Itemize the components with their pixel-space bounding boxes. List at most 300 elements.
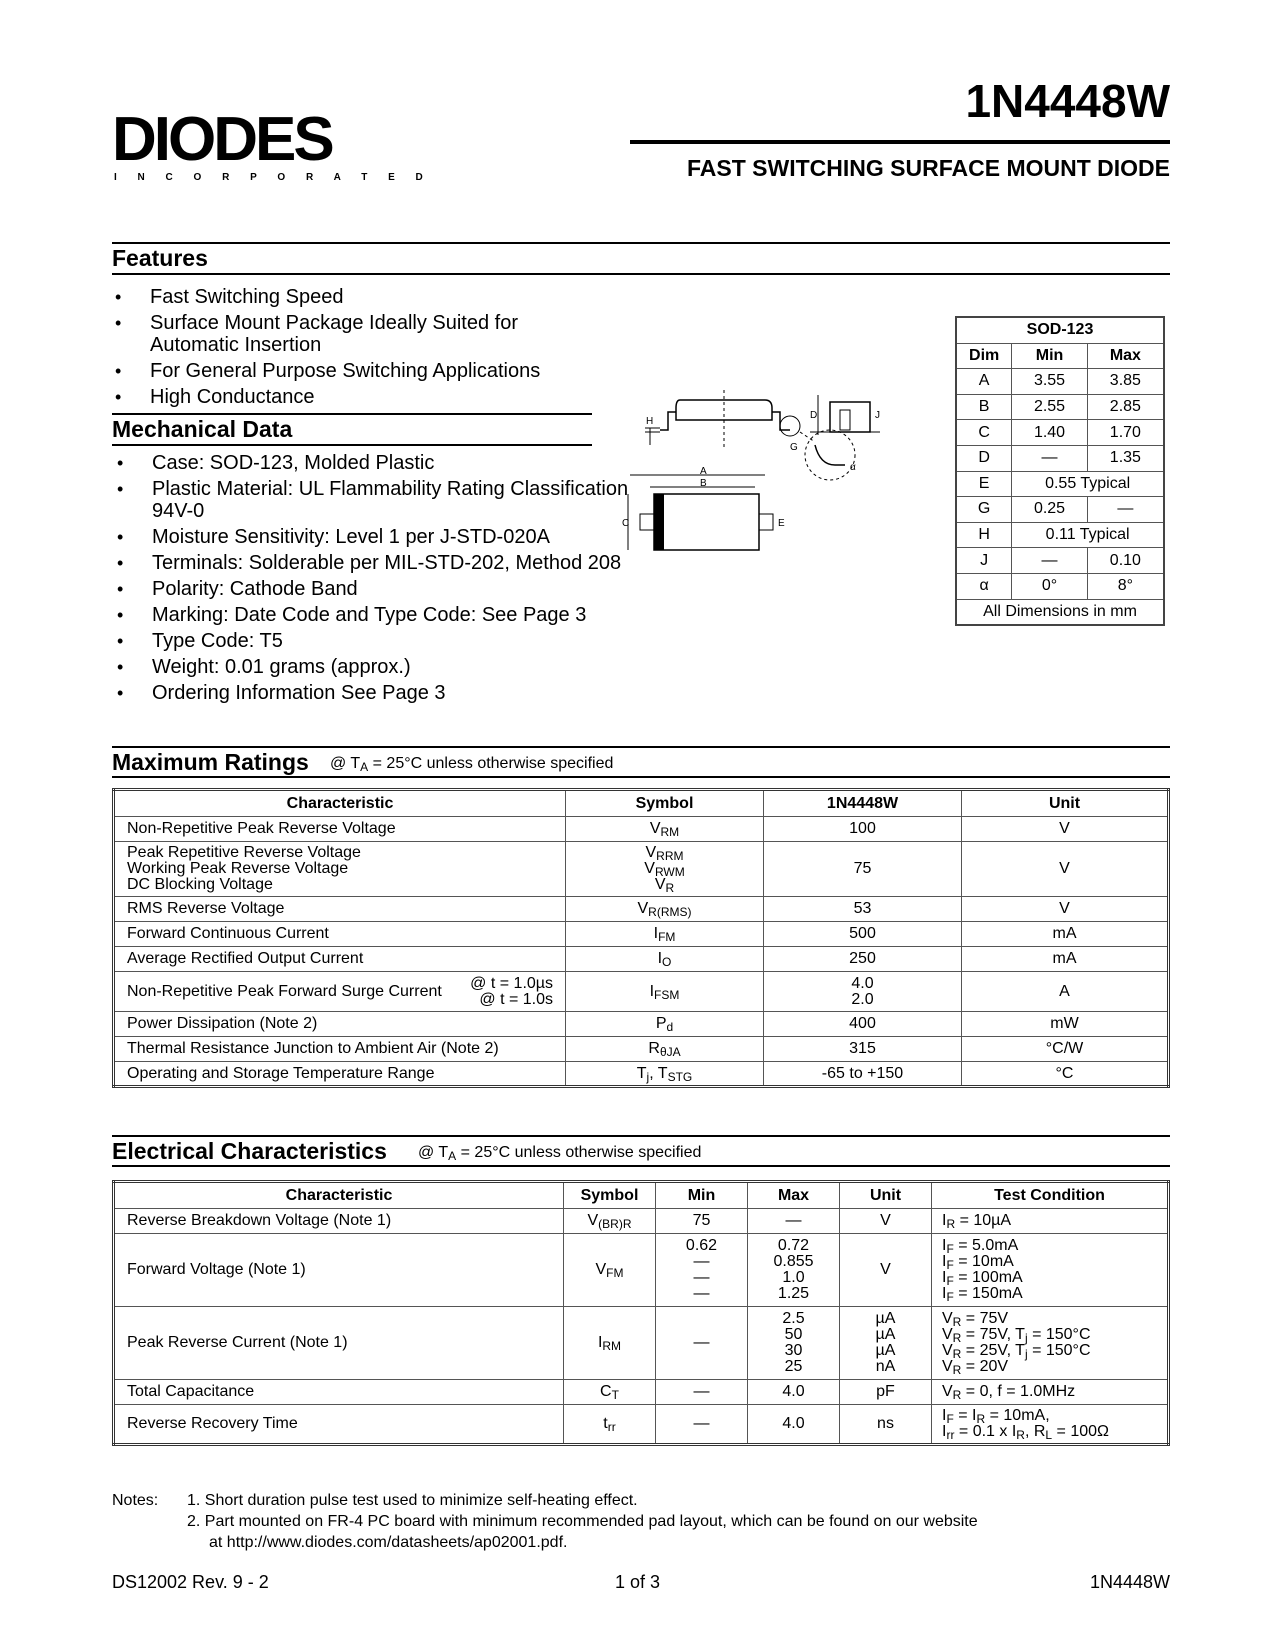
part-number-title: 1N4448W (965, 75, 1170, 127)
symbol-cell (566, 1037, 764, 1062)
value-cell (764, 842, 962, 897)
condition-text: = 100Ω (1052, 1423, 1109, 1440)
dim-row (956, 369, 1164, 395)
max-ratings-header (112, 746, 1170, 778)
dim-row (956, 471, 1164, 497)
unit-cell: V (962, 842, 1169, 897)
condition-sub: R (952, 1315, 962, 1329)
value-cell (764, 817, 962, 842)
symbol-sub: STG (667, 1069, 693, 1084)
condition-param: I (942, 1423, 947, 1440)
characteristic-cell: Reverse Recovery Time (114, 1405, 564, 1445)
max-line: 4.0 (782, 1383, 805, 1400)
symbol-line (566, 1016, 763, 1032)
max-cell (748, 1380, 840, 1405)
symbol-cell (564, 1234, 656, 1307)
condition-param: I (942, 1269, 947, 1286)
unit-line: pF (876, 1383, 895, 1400)
condition-text: = I (953, 1407, 977, 1424)
condition-text: = 100mA (953, 1269, 1023, 1286)
max-ratings-title: Maximum Ratings (112, 749, 309, 775)
feature-item: • For General Purpose Switching Applications (112, 360, 592, 382)
symbol-line (566, 1041, 763, 1057)
test-condition-cell (932, 1405, 1169, 1445)
unit-cell: V (962, 897, 1169, 922)
symbol-main: P (655, 1015, 667, 1032)
table-row (114, 1380, 1169, 1405)
symbol-main: t (603, 1415, 608, 1432)
dim-table-title: SOD-123 (956, 317, 1164, 343)
table-row (114, 1012, 1169, 1037)
dim-label-e: E (778, 518, 785, 529)
characteristic-cell: Peak Reverse Current (Note 1) (114, 1307, 564, 1380)
condition-sub: R (976, 1412, 986, 1426)
table-row (114, 922, 1169, 947)
min-line: 0.62 (685, 1237, 718, 1254)
condition-text: = 150°C (1027, 1326, 1091, 1343)
dim-cell-max: — (1087, 497, 1164, 523)
dim-col-max: Max (1087, 343, 1164, 369)
dim-cell-min: — (1012, 548, 1087, 574)
dim-cell-max: 1.70 (1087, 420, 1164, 446)
symbol-line (566, 951, 763, 967)
max-col-header: 1N4448W (764, 790, 962, 817)
dim-label-g: G (790, 442, 798, 453)
value-cell (764, 947, 962, 972)
condition-sub: rr (946, 1428, 955, 1442)
unit-cell (840, 1380, 932, 1405)
symbol-main: I (653, 925, 659, 942)
symbol-main: , T (649, 1064, 668, 1082)
characteristic-line: Working Peak Reverse Voltage (127, 860, 349, 877)
characteristic-line: RMS Reverse Voltage (127, 900, 285, 917)
condition-text: = 0.1 x I (954, 1423, 1017, 1440)
symbol-cell (566, 922, 764, 947)
characteristic-cell: Forward Voltage (Note 1) (114, 1234, 564, 1307)
value-cell (764, 1012, 962, 1037)
min-cell (656, 1405, 748, 1445)
characteristic-cell (114, 817, 566, 842)
table-row (114, 817, 1169, 842)
dim-cell-max: 8° (1087, 573, 1164, 599)
symbol-line (566, 1066, 763, 1082)
condition-text: = 5.0mA (953, 1237, 1019, 1254)
characteristic-cell (114, 972, 566, 1012)
diodes-logo (112, 105, 432, 186)
dim-cell-min: — (1012, 445, 1087, 471)
symbol-cell (564, 1307, 656, 1380)
min-line: — (693, 1269, 710, 1286)
notes-label: Notes: (112, 1492, 159, 1509)
condition-sub: F (946, 1258, 954, 1272)
test-condition-line (942, 1286, 1167, 1302)
symbol-cell (566, 817, 764, 842)
max-line: 50 (784, 1326, 803, 1343)
max-cell (748, 1307, 840, 1380)
table-row (114, 1234, 1169, 1307)
mechanical-item: • Moisture Sensitivity: Level 1 per J-STD-020A (114, 526, 634, 548)
symbol-main: I (649, 982, 655, 1000)
dim-row (956, 394, 1164, 420)
dim-cell-dim: α (956, 573, 1012, 599)
symbol-cell (566, 1062, 764, 1087)
dim-cell-typical: 0.55 Typical (1012, 471, 1164, 497)
footer-doc-number: DS12002 Rev. 9 - 2 (112, 1572, 269, 1592)
characteristic-cell (114, 897, 566, 922)
characteristic-line: Average Rectified Output Current (127, 950, 364, 967)
characteristic-cell (114, 947, 566, 972)
min-line: — (693, 1253, 710, 1270)
test-condition-cell (932, 1234, 1169, 1307)
table-row (114, 1062, 1169, 1087)
elec-col-header: Test Condition (932, 1182, 1169, 1209)
value-line: 100 (849, 820, 876, 837)
condition-sub: j (1024, 1331, 1028, 1345)
table-row (114, 1037, 1169, 1062)
test-condition-line (942, 1384, 1167, 1400)
dim-label-b: B (700, 478, 707, 489)
unit-cell: °C/W (962, 1037, 1169, 1062)
note-2-url: at http://www.diodes.com/datasheets/ap02001.pdf. (209, 1534, 568, 1551)
elec-table (112, 1180, 1170, 1446)
condition-text: = 0, f = 1.0MHz (961, 1383, 1076, 1400)
condition-sub: F (946, 1412, 954, 1426)
condition-text: = 10mA (953, 1253, 1014, 1270)
symbol-sub: j (646, 1069, 650, 1084)
characteristic-cell: Reverse Breakdown Voltage (Note 1) (114, 1209, 564, 1234)
min-cell (656, 1380, 748, 1405)
test-condition-line (942, 1408, 1167, 1424)
condition-text: = 150mA (953, 1285, 1023, 1302)
condition-text: , R (1024, 1423, 1046, 1440)
min-line: — (693, 1383, 710, 1400)
mechanical-item: • Case: SOD-123, Molded Plastic (114, 452, 634, 474)
mechanical-item: • Marking: Date Code and Type Code: See Page 3 (114, 604, 634, 626)
symbol-cell (566, 1012, 764, 1037)
mechanical-item: • Polarity: Cathode Band (114, 578, 634, 600)
unit-line: nA (875, 1358, 896, 1375)
unit-cell: A (962, 972, 1169, 1012)
symbol-sub: rr (607, 1420, 616, 1434)
note-2: 2. Part mounted on FR-4 PC board with minimum recommended pad layout, which can be found on our website (187, 1513, 978, 1530)
symbol-line (566, 821, 763, 837)
dim-row (956, 573, 1164, 599)
surge-condition-line: @ t = 1.0µs (470, 974, 553, 992)
dim-cell-max: 3.85 (1087, 369, 1164, 395)
characteristic-cell (114, 922, 566, 947)
dim-col-dim: Dim (956, 343, 1012, 369)
symbol-line (566, 901, 763, 917)
condition-text: = 75V (961, 1310, 1009, 1327)
mechanical-header (112, 413, 592, 446)
elec-header (112, 1135, 1170, 1167)
dim-cell-dim: H (956, 522, 1012, 548)
symbol-cell (566, 947, 764, 972)
unit-cell: °C (962, 1062, 1169, 1087)
mechanical-item: • Plastic Material: UL Flammability Rating Classification 94V-0 (114, 478, 634, 522)
dim-label-j: J (875, 410, 880, 421)
min-line: — (693, 1415, 710, 1432)
unit-line: µA (875, 1342, 896, 1359)
unit-line: V (880, 1261, 891, 1278)
symbol-sub: FM (658, 930, 676, 944)
value-cell (764, 897, 962, 922)
min-line: — (693, 1285, 710, 1302)
symbol-sub: T (611, 1388, 619, 1402)
surge-conditions (470, 976, 553, 1008)
feature-item: • High Conductance (112, 386, 592, 408)
footer-page-number: 1 of 3 (615, 1572, 661, 1592)
value-line: 4.0 (851, 974, 874, 992)
dim-row (956, 445, 1164, 471)
logo-sub: I N C O R P O R A T E D (114, 172, 432, 183)
characteristic-line: DC Blocking Voltage (127, 876, 273, 893)
max-line: 1.0 (782, 1269, 805, 1286)
symbol-sub: R(RMS) (648, 905, 692, 919)
symbol-main: T (636, 1064, 647, 1082)
symbol-main: V (644, 860, 655, 877)
dim-label-alpha: α (850, 462, 856, 473)
symbol-main: V (649, 820, 661, 837)
symbol-sub: RM (602, 1339, 622, 1353)
symbol-line (566, 926, 763, 942)
elec-col-header: Max (748, 1182, 840, 1209)
symbol-main: V (654, 876, 666, 893)
dim-cell-dim: E (956, 471, 1012, 497)
symbol-cell (564, 1209, 656, 1234)
symbol-main: C (600, 1383, 612, 1400)
dim-cell-min: 0° (1012, 573, 1087, 599)
max-line: 0.72 (777, 1237, 810, 1254)
unit-line: V (880, 1212, 891, 1229)
min-cell (656, 1234, 748, 1307)
condition-text: = 10µA (955, 1212, 1012, 1229)
value-line: 2.0 (851, 990, 874, 1008)
condition-sub: F (946, 1242, 954, 1256)
dim-cell-dim: A (956, 369, 1012, 395)
symbol-cell (564, 1405, 656, 1445)
symbol-sub: RWM (654, 865, 685, 879)
max-line: 30 (784, 1342, 803, 1359)
symbol-cell (566, 842, 764, 897)
condition-sub: F (946, 1274, 954, 1288)
characteristic-line: Non-Repetitive Peak Reverse Voltage (127, 820, 396, 837)
value-line: 315 (849, 1040, 876, 1057)
page-subtitle: FAST SWITCHING SURFACE MOUNT DIODE (687, 155, 1170, 181)
dim-row (956, 420, 1164, 446)
dim-row (956, 548, 1164, 574)
characteristic-line: Operating and Storage Temperature Range (127, 1064, 435, 1082)
notes (112, 1490, 978, 1553)
characteristic-cell (114, 842, 566, 897)
max-col-header: Unit (962, 790, 1169, 817)
symbol-main: R (648, 1040, 660, 1057)
unit-cell: mA (962, 922, 1169, 947)
test-condition-line (942, 1254, 1167, 1270)
dim-cell-min: 1.40 (1012, 420, 1087, 446)
unit-cell: V (962, 817, 1169, 842)
symbol-main: V (587, 1212, 599, 1229)
condition-param: V (942, 1358, 953, 1375)
condition-text: = 10mA, (985, 1407, 1050, 1424)
features-title: Features (112, 245, 208, 271)
unit-cell (840, 1307, 932, 1380)
max-ratings-condition: @ $T_A = 25^\circ C$ unless otherwise specified (330, 755, 614, 774)
condition-text: = 25V, T (961, 1342, 1025, 1359)
unit-cell (840, 1234, 932, 1307)
test-condition-cell (932, 1307, 1169, 1380)
value-line: 250 (849, 950, 876, 967)
symbol-sub: d (666, 1020, 674, 1034)
dim-cell-max: 0.10 (1087, 548, 1164, 574)
dim-label-h: H (646, 416, 654, 427)
max-cell (748, 1234, 840, 1307)
table-row (114, 897, 1169, 922)
table-row (114, 1307, 1169, 1380)
unit-cell (840, 1405, 932, 1445)
characteristic-line: Power Dissipation (Note 2) (127, 1015, 318, 1032)
symbol-main: V (645, 844, 657, 861)
dim-label-d: D (810, 410, 818, 421)
mechanical-list (114, 452, 634, 708)
test-condition-cell (932, 1380, 1169, 1405)
dim-cell-min: 0.25 (1012, 497, 1087, 523)
dim-table-footer: All Dimensions in mm (956, 599, 1164, 625)
value-line: 500 (849, 925, 876, 942)
test-condition-line (942, 1213, 1167, 1229)
condition-param: V (942, 1383, 953, 1400)
sod123-dimension-table (955, 316, 1165, 626)
table-row (114, 1209, 1169, 1234)
symbol-cell (566, 972, 764, 1012)
table-row (114, 972, 1169, 1012)
dim-cell-dim: D (956, 445, 1012, 471)
condition-sub: R (952, 1347, 962, 1361)
features-list (112, 286, 592, 412)
max-col-header: Characteristic (114, 790, 566, 817)
condition-param: V (942, 1310, 953, 1327)
condition-param: I (942, 1407, 947, 1424)
dim-cell-min: 2.55 (1012, 394, 1087, 420)
value-line: 53 (853, 900, 872, 917)
condition-text: = 150°C (1027, 1342, 1091, 1359)
min-cell (656, 1307, 748, 1380)
condition-text: = 75V, T (961, 1326, 1025, 1343)
value-line: 400 (849, 1015, 876, 1032)
symbol-cell (564, 1380, 656, 1405)
symbol-sub: RM (660, 825, 680, 839)
elec-col-header: Characteristic (114, 1182, 564, 1209)
dim-row (956, 497, 1164, 523)
feature-item: • Surface Mount Package Ideally Suited for Automatic Insertion (112, 312, 592, 356)
symbol-sub: FSM (654, 987, 680, 1002)
condition-sub: R (1016, 1428, 1025, 1442)
dim-label-c: C (622, 518, 630, 529)
symbol-sub: O (662, 955, 672, 969)
symbol-sub: R (665, 881, 675, 895)
symbol-main: V (637, 900, 649, 917)
logo-word: DIODES (112, 105, 332, 174)
symbol-sub: RRM (656, 849, 684, 863)
test-condition-line (942, 1359, 1167, 1375)
min-line: 75 (692, 1212, 711, 1229)
dim-cell-max: 1.35 (1087, 445, 1164, 471)
max-cell (748, 1405, 840, 1445)
condition-sub: R (952, 1388, 962, 1402)
characteristic-line: Non-Repetitive Peak Forward Surge Current (127, 982, 442, 1000)
condition-param: I (942, 1285, 947, 1302)
max-line: 1.25 (777, 1285, 810, 1302)
unit-cell: mA (962, 947, 1169, 972)
test-condition-line (942, 1327, 1167, 1343)
value-cell (764, 972, 962, 1012)
value-cell (764, 922, 962, 947)
characteristic-cell (114, 1037, 566, 1062)
unit-line: ns (877, 1415, 894, 1432)
value-line: 75 (853, 860, 872, 877)
dim-cell-dim: J (956, 548, 1012, 574)
test-condition-line (942, 1424, 1167, 1440)
dim-cell-min: 3.55 (1012, 369, 1087, 395)
min-cell (656, 1209, 748, 1234)
condition-param: I (942, 1253, 947, 1270)
max-col-header: Symbol (566, 790, 764, 817)
max-line: 25 (784, 1358, 803, 1375)
sod123-package-diagram (622, 390, 930, 580)
mechanical-item: • Type Code: T5 (114, 630, 634, 652)
dim-label-a: A (700, 466, 707, 477)
mechanical-item: • Weight: 0.01 grams (approx.) (114, 656, 634, 678)
note-1: 1. Short duration pulse test used to minimize self-heating effect. (187, 1492, 638, 1509)
title-rule (630, 140, 1170, 144)
elec-col-header: Min (656, 1182, 748, 1209)
value-line: -65 to +150 (821, 1064, 904, 1082)
characteristic-cell (114, 1062, 566, 1087)
max-cell (748, 1209, 840, 1234)
symbol-sub: (BR)R (598, 1217, 632, 1231)
test-condition-line (942, 1343, 1167, 1359)
unit-line: µA (875, 1310, 896, 1327)
unit-cell (840, 1209, 932, 1234)
unit-line: µA (875, 1326, 896, 1343)
table-row (114, 1405, 1169, 1445)
dim-cell-dim: B (956, 394, 1012, 420)
symbol-main: I (597, 1334, 603, 1351)
characteristic-cell: Total Capacitance (114, 1380, 564, 1405)
symbol-sub: FM (606, 1266, 624, 1280)
elec-title: Electrical Characteristics (112, 1138, 387, 1164)
dim-cell-typical: 0.11 Typical (1012, 522, 1164, 548)
table-row (114, 842, 1169, 897)
elec-condition: @ $T_A = 25^\circ C$ unless otherwise specified (418, 1144, 702, 1163)
test-condition-line (942, 1311, 1167, 1327)
condition-sub: R (952, 1363, 962, 1377)
characteristic-line: Thermal Resistance Junction to Ambient Air (Note 2) (127, 1040, 499, 1057)
value-cell (764, 1062, 962, 1087)
elec-col-header: Unit (840, 1182, 932, 1209)
features-header (112, 242, 1170, 275)
dim-col-min: Min (1012, 343, 1087, 369)
characteristic-line: Forward Continuous Current (127, 925, 329, 942)
mechanical-item: • Terminals: Solderable per MIL-STD-202, Method 208 (114, 552, 634, 574)
table-row (114, 947, 1169, 972)
mechanical-item: • Ordering Information See Page 3 (114, 682, 634, 704)
condition-param: V (942, 1342, 953, 1359)
value-cell (764, 1037, 962, 1062)
surge-condition-line: @ t = 1.0s (479, 990, 553, 1008)
characteristic-cell (114, 1012, 566, 1037)
test-condition-line (942, 1270, 1167, 1286)
